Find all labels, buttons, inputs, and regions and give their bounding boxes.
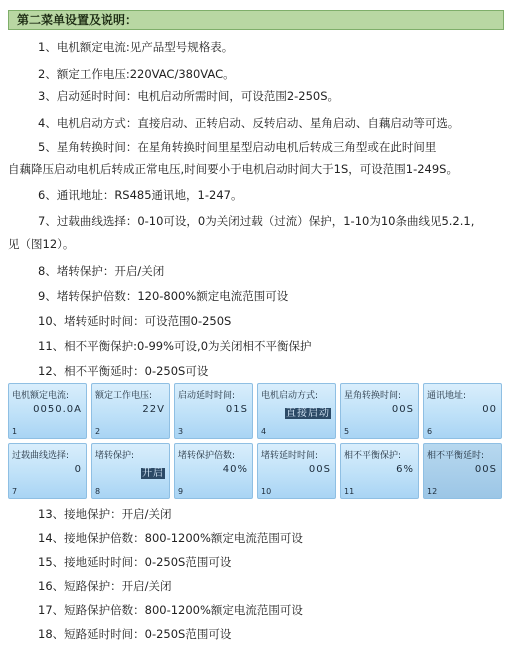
list-item: 13、接地保护：开启/关闭 <box>38 507 172 521</box>
list-item: 6、通讯地址：RS485通讯地，1-247。 <box>38 188 243 202</box>
lcd-title: 堵转保护倍数: <box>178 451 236 461</box>
lcd-value: 直接启动 <box>286 408 330 419</box>
list-item: 3、启动延时时间：电机启动所需时间，可设范围2-250S。 <box>38 89 340 103</box>
lcd-value: 40% <box>222 464 248 475</box>
lcd-screen <box>91 443 170 499</box>
list-item: 15、接地延时时间：0-250S范围可设 <box>38 555 232 569</box>
lcd-value: 6% <box>396 464 414 475</box>
list-item: 7、过载曲线选择：0-10可设，0为关闭过载（过流）保护，1-10为10条曲线见5.2.1, <box>38 214 475 228</box>
list-item: 5、星角转换时间：在星角转换时间里星型启动电机后转成三角型或在此时间里 <box>38 140 437 154</box>
lcd-title: 堵转保护: <box>95 451 135 461</box>
lcd-value: 00S <box>474 464 497 475</box>
lcd-title: 相不平衡保护: <box>344 451 402 461</box>
list-item: 17、短路保护倍数：800-1200%额定电流范围可设 <box>38 603 303 617</box>
lcd-title: 通讯地址: <box>427 391 467 401</box>
lcd-title: 堵转延时时间: <box>261 451 319 461</box>
lcd-screen <box>423 443 502 499</box>
lcd-index: 8 <box>95 487 101 496</box>
section-header: 第二菜单设置及说明： <box>8 10 504 30</box>
lcd-title: 额定工作电压: <box>95 391 153 401</box>
list-item: 18、短路延时时间：0-250S范围可设 <box>38 627 232 641</box>
list-item: 10、堵转延时时间：可设范围0-250S <box>38 314 232 328</box>
lcd-screen <box>340 383 419 439</box>
lcd-screen-row <box>8 443 504 499</box>
lcd-index: 5 <box>344 427 350 436</box>
lcd-value: 22V <box>142 404 165 415</box>
lcd-index: 2 <box>95 427 101 436</box>
lcd-index: 6 <box>427 427 433 436</box>
lcd-screen <box>257 443 336 499</box>
lcd-screen <box>174 383 253 439</box>
lcd-screen <box>340 443 419 499</box>
lcd-index: 4 <box>261 427 267 436</box>
lcd-value: 0050.0A <box>33 404 82 415</box>
lcd-value: 开启 <box>142 468 164 479</box>
lcd-value: 00S <box>391 404 414 415</box>
lcd-index: 7 <box>12 487 18 496</box>
lcd-value: 00S <box>308 464 331 475</box>
lcd-index: 12 <box>427 487 438 496</box>
lcd-value: 01S <box>225 404 248 415</box>
lcd-screen <box>257 383 336 439</box>
lcd-title: 星角转换时间: <box>344 391 402 401</box>
lcd-title: 电机额定电流: <box>12 391 70 401</box>
lcd-screen <box>91 383 170 439</box>
list-item: 12、相不平衡延时：0-250S可设 <box>38 364 209 378</box>
list-item: 8、堵转保护：开启/关闭 <box>38 264 165 278</box>
lcd-value: 00 <box>482 404 497 415</box>
list-item: 4、电机启动方式：直接启动、正转启动、反转启动、星角启动、自藕启动等可选。 <box>38 116 460 130</box>
lcd-index: 3 <box>178 427 184 436</box>
lcd-screen <box>8 443 87 499</box>
lcd-screen <box>174 443 253 499</box>
lcd-index: 9 <box>178 487 184 496</box>
list-item: 11、相不平衡保护:0-99%可设,0为关闭相不平衡保护 <box>38 339 312 353</box>
list-item: 2、额定工作电压:220VAC/380VAC。 <box>38 67 235 81</box>
list-item: 1、电机额定电流:见产品型号规格表。 <box>38 40 234 54</box>
list-item: 9、堵转保护倍数：120-800%额定电流范围可设 <box>38 289 289 303</box>
list-item: 16、短路保护：开启/关闭 <box>38 579 172 593</box>
lcd-index: 1 <box>12 427 18 436</box>
lcd-title: 过载曲线选择: <box>12 451 70 461</box>
lcd-index: 11 <box>344 487 355 496</box>
lcd-index: 10 <box>261 487 272 496</box>
lcd-title: 电机启动方式: <box>261 391 319 401</box>
lcd-screen <box>423 383 502 439</box>
lcd-screen-row <box>8 383 504 439</box>
lcd-title: 相不平衡延时: <box>427 451 485 461</box>
list-item-continuation: 见（图12）。 <box>8 237 75 251</box>
list-item-continuation: 自藕降压启动电机后转成正常电压,时间要小于电机启动时间大于1S，可设范围1-249S。 <box>8 162 458 176</box>
list-item: 14、接地保护倍数：800-1200%额定电流范围可设 <box>38 531 303 545</box>
lcd-title: 启动延时时间: <box>178 391 236 401</box>
lcd-screen <box>8 383 87 439</box>
lcd-value: 0 <box>74 464 82 475</box>
